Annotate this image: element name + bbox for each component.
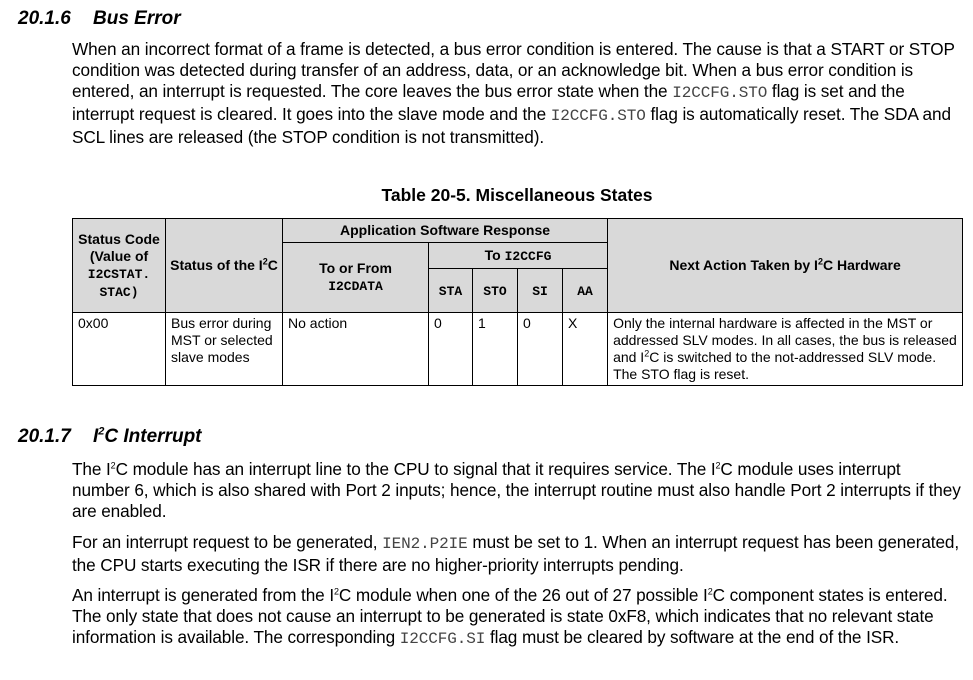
header-si: SI [518, 269, 563, 313]
misc-states-table [72, 218, 963, 386]
section-title: Bus Error [93, 8, 181, 29]
section-number: 20.1.6 [18, 8, 71, 29]
register-name: I2CCFG.STO [550, 107, 646, 125]
header-status-of-i2c: Status of the $I^2C$ [166, 219, 283, 313]
text-run: flag is automatically reset. The SDA and SCL lines are released (the STOP condition is not transmitted). [72, 104, 951, 147]
section-title: $I^2C$ Interrupt [93, 425, 202, 447]
cell-si: 0 [518, 313, 563, 386]
interrupt-paragraph-3: An interrupt is generated from the $I^2C$ module when one of the 26 out of 27 possible $I^2C$ component states is entered. The only state that does not cause an interrupt to be generated is state 0xF8, which indicates that no relevant state information is available. The corresponding I2CCFG.SI flag must be cleared by software at the end of the ISR. [72, 585, 948, 648]
section-number: 20.1.7 [18, 426, 71, 447]
header-to-i2ccfg: To I2CCFG [429, 243, 608, 269]
header-sta: STA [429, 269, 473, 313]
cell-sta: 0 [429, 313, 473, 386]
header-to-or-from: To or From I2CDATA [283, 243, 429, 313]
bus-error-paragraph [72, 39, 962, 148]
cell-status: Bus error during MST or selected slave modes [166, 313, 283, 386]
header-aa: AA [563, 269, 608, 313]
interrupt-paragraph-1: The $I^2C$ module has an interrupt line to the CPU to signal that it requires service. The $I^2C$ module uses interrupt number 6, which is also shared with Port 2 inputs; hence, the interrupt routine must also handle Port 2 interrupts if they are enabled. [72, 459, 961, 521]
cell-code: 0x00 [73, 313, 166, 386]
cell-sto: 1 [473, 313, 518, 386]
header-sto: STO [473, 269, 518, 313]
header-status-code: Status Code (Value of I2CSTAT. STAC) [73, 219, 166, 313]
header-next-action: Next Action Taken by $I^2C$ Hardware [608, 219, 963, 313]
text-run: flag is set and the interrupt request is cleared. It goes into the slave mode and the [72, 81, 905, 124]
table-row [73, 313, 963, 386]
register-name: I2CCFG.SI [399, 630, 486, 648]
cell-next-action: Only the internal hardware is affected in the MST or addressed SLV modes. In all cases, the bus is released and $I^2C$ is switched to the not-addressed SLV mode. The STO flag is reset. [608, 313, 963, 386]
section-heading-interrupt [18, 426, 202, 448]
cell-aa: X [563, 313, 608, 386]
register-name: IEN2.P2IE [382, 535, 468, 553]
interrupt-paragraph-2: For an interrupt request to be generated, IEN2.P2IE must be set to 1. When an interrupt request has been generated, the CPU starts executing the ISR if there are no higher-priority interrupts pending. [72, 532, 960, 575]
cell-data-action: No action [283, 313, 429, 386]
section-heading-bus-error [18, 8, 181, 30]
table-caption: Table 20-5. Miscellaneous States [381, 185, 653, 205]
text-run: When an incorrect format of a frame is detected, a bus error condition is entered. The cause is that a START or STOP condition was detected during transfer of an address, data, or an acknowledge bit. When a bus error condition is entered, an interrupt is requested. The core leaves the bus error state when the [72, 39, 955, 101]
header-app-response: Application Software Response [283, 219, 608, 243]
register-name: I2CCFG.STO [672, 84, 768, 102]
table-header-row [73, 219, 963, 243]
